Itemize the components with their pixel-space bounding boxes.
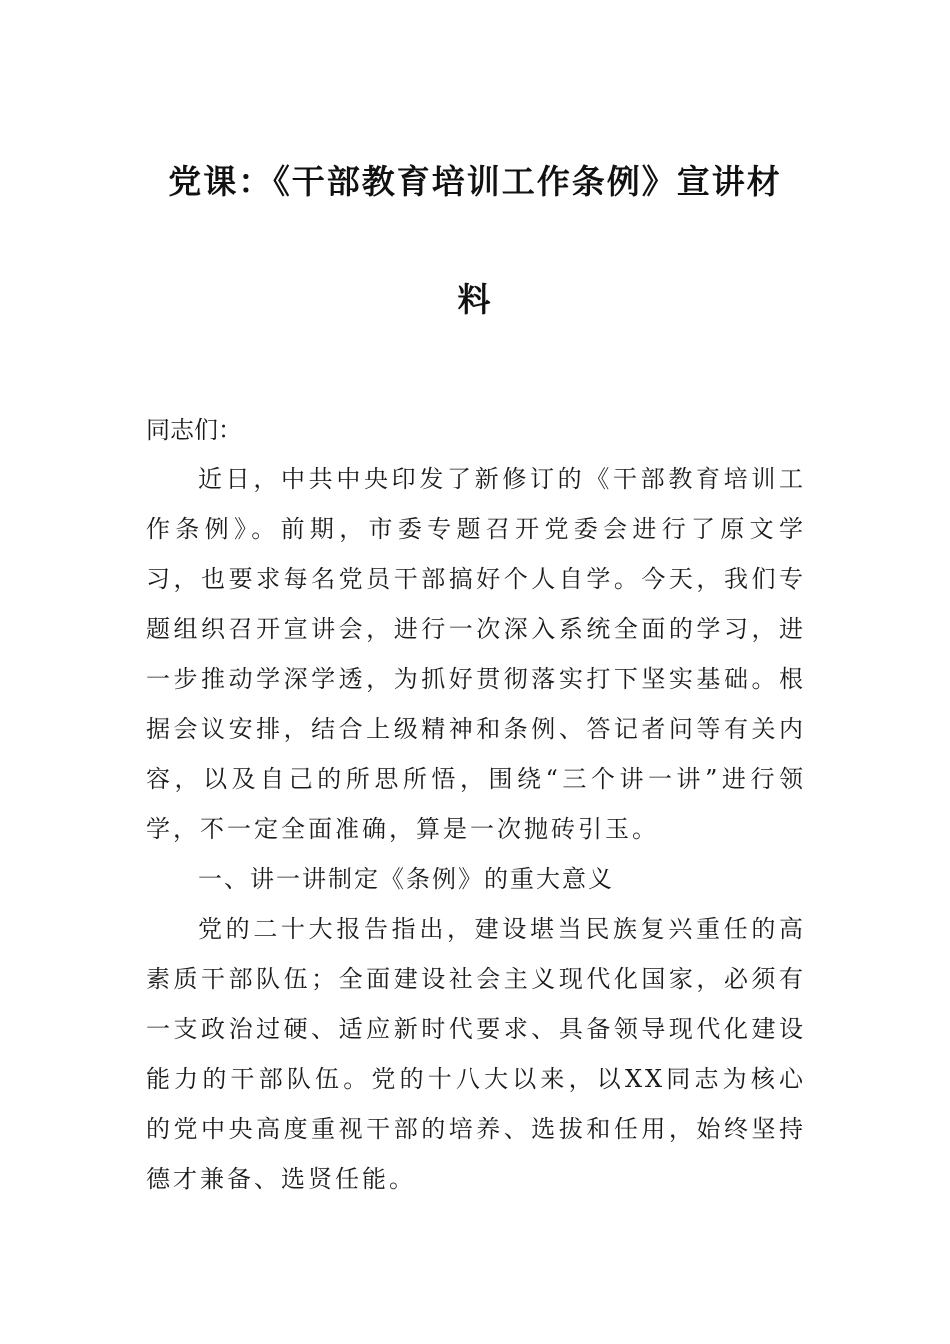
document-title-line-1: 党课：《干部教育培训工作条例》宣讲材 — [168, 162, 782, 201]
salutation: 同志们： — [146, 416, 242, 444]
document-body — [146, 454, 806, 1204]
paragraph-intro: 近日，中共中央印发了新修订的《干部教育培训工作条例》。前期，市委专题召开党委会进行了原文学习，也要求每名党员干部搞好个人自学。今天，我们专题组织召开宣讲会，进行一次深入系统全面的学习，进一步推动学深学透，为抓好贯彻落实打下坚实基础。根据会议安排，结合上级精神和条例、答记者问等有关内容，以及自己的所思所悟，围绕“三个讲一讲”进行领学，不一定全面准确，算是一次抛砖引玉。 — [146, 465, 806, 843]
paragraph-section-1: 党的二十大报告指出，建设堪当民族复兴重任的高素质干部队伍；全面建设社会主义现代化国家，必须有一支政治过硬、适应新时代要求、具备领导现代化建设能力的干部队伍。党的十八大以来，以XX同志为核心的党中央高度重视干部的培养、选拔和任用，始终坚持德才兼备、选贤任能。 — [146, 915, 806, 1193]
document-title-line-2: 料 — [457, 280, 493, 319]
section-heading-1: 一、讲一讲制定《条例》的重大意义 — [198, 865, 614, 893]
